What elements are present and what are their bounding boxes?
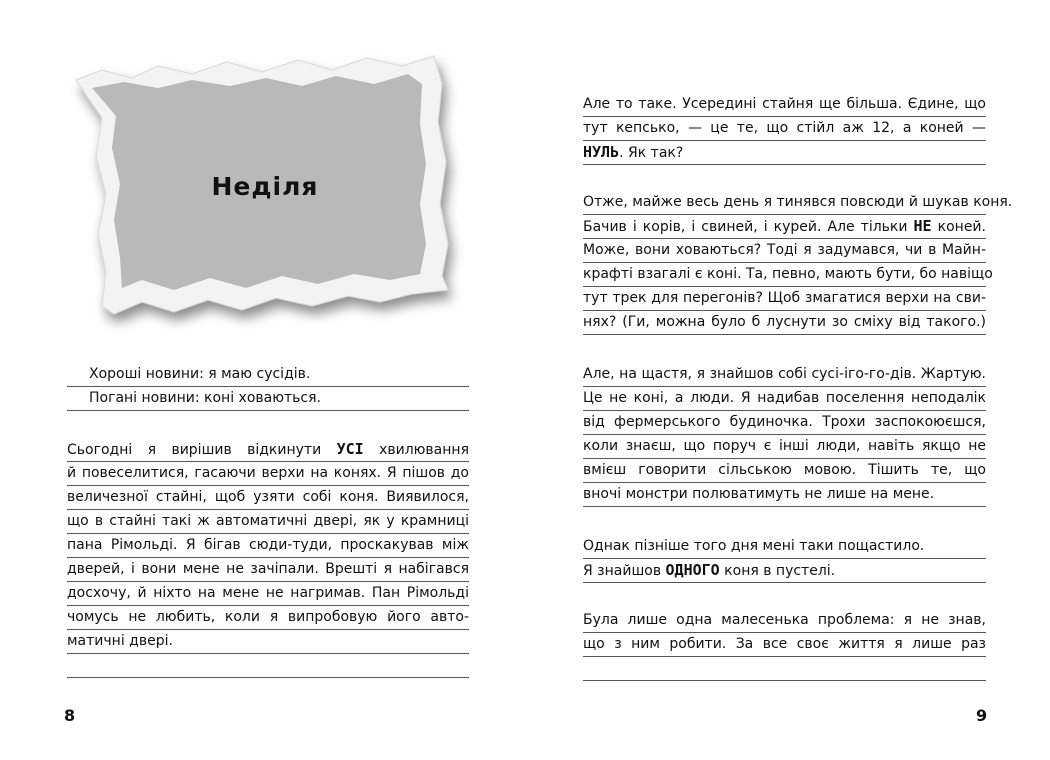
bad-news-text: коні ховаються. <box>199 390 321 406</box>
text-line: крафті взагалі є коні. Та, певно, мають бути, бо навіщо <box>583 262 986 287</box>
text-line <box>583 214 986 239</box>
text-line <box>67 437 469 462</box>
text-line: Була лише одна малесенька проблема: я не знав, <box>583 608 986 633</box>
text-span: коней. <box>931 219 986 235</box>
text-span: Бачив і корів, і свиней, і курей. Але тільки <box>583 219 914 235</box>
text-line: Але то таке. Усередині стайня ще більша. Єдине, що <box>583 92 986 117</box>
text-line <box>583 140 986 165</box>
text-line: вмієш говорити сільською мовою. Тішить те, що <box>583 458 986 483</box>
chapter-title-card <box>62 44 482 344</box>
text-line: досхочу, й ніхто на мене не нагримав. Пан Рімольді <box>67 581 469 606</box>
text-line: що в стайні такі ж автоматичні двері, як у крамниці <box>67 509 469 534</box>
text-line: від фермерського будиночка. Трохи заспокоюєшся, <box>583 410 986 435</box>
text-line: чомусь не любить, коли я випробовую його авто- <box>67 605 469 630</box>
text-span: . Як так? <box>619 145 684 161</box>
text-line <box>583 558 986 583</box>
good-news-line <box>67 362 469 387</box>
page-number-left: 8 <box>64 706 76 725</box>
text-line: Але, на щастя, я знайшов собі сусі-іго-го-дів. Жартую. <box>583 362 986 387</box>
text-line: тут трек для перегонів? Щоб змагатися верхи на сви- <box>583 286 986 311</box>
text-span: коня в пустелі. <box>719 563 836 579</box>
bad-news-label: Погані новини: <box>89 390 200 406</box>
text-line: вночі монстри полюватимуть не лише на мене. <box>583 482 986 507</box>
text-span: Сьогодні я вирішив відкинути <box>67 442 337 458</box>
blank-rule-line <box>67 653 469 678</box>
emphasis-word: ОДНОГО <box>665 561 720 579</box>
good-news-text: я маю сусідів. <box>203 366 311 382</box>
blank-rule-line <box>583 656 986 681</box>
text-line: тут кепсько, — це те, що стійл аж 12, а коней — <box>583 116 986 141</box>
emphasis-word: НУЛЬ <box>583 143 620 161</box>
text-line: Може, вони ховаються? Тоді я задумався, чи в Майн- <box>583 238 986 263</box>
chapter-title: Неділя <box>211 172 319 201</box>
page-number-right: 9 <box>976 706 988 725</box>
text-span: хвилювання <box>363 442 469 458</box>
emphasis-word: НЕ <box>913 217 932 235</box>
text-line: нях? (Ги, можна було б луснути зо сміху від такого.) <box>583 310 986 335</box>
text-line: Однак пізніше того дня мені таки пощастило. <box>583 534 986 559</box>
text-line: величезної стайні, щоб узяти собі коня. Виявилося, <box>67 485 469 510</box>
text-line: й повеселитися, гасаючи верхи на конях. Я пішов до <box>67 461 469 486</box>
text-line: коли знаєш, що поруч є інші люди, навіть якщо не <box>583 434 986 459</box>
good-news-label: Хороші новини: <box>89 366 204 382</box>
text-line: дверей, і вони мене не зачіпали. Врешті я набігався <box>67 557 469 582</box>
text-line: Отже, майже весь день я тинявся повсюди й шукав коня. <box>583 190 986 215</box>
text-line: що з ним робити. За все своє життя я лише раз <box>583 632 986 657</box>
text-line: Це не коні, а люди. Я надибав поселення неподалік <box>583 386 986 411</box>
text-line: матичні двері. <box>67 629 469 654</box>
bad-news-line <box>67 386 469 411</box>
emphasis-word: УСІ <box>336 440 364 458</box>
text-line: пана Рімольді. Я бігав сюди-туди, проскакував між <box>67 533 469 558</box>
text-span: Я знайшов <box>583 563 666 579</box>
